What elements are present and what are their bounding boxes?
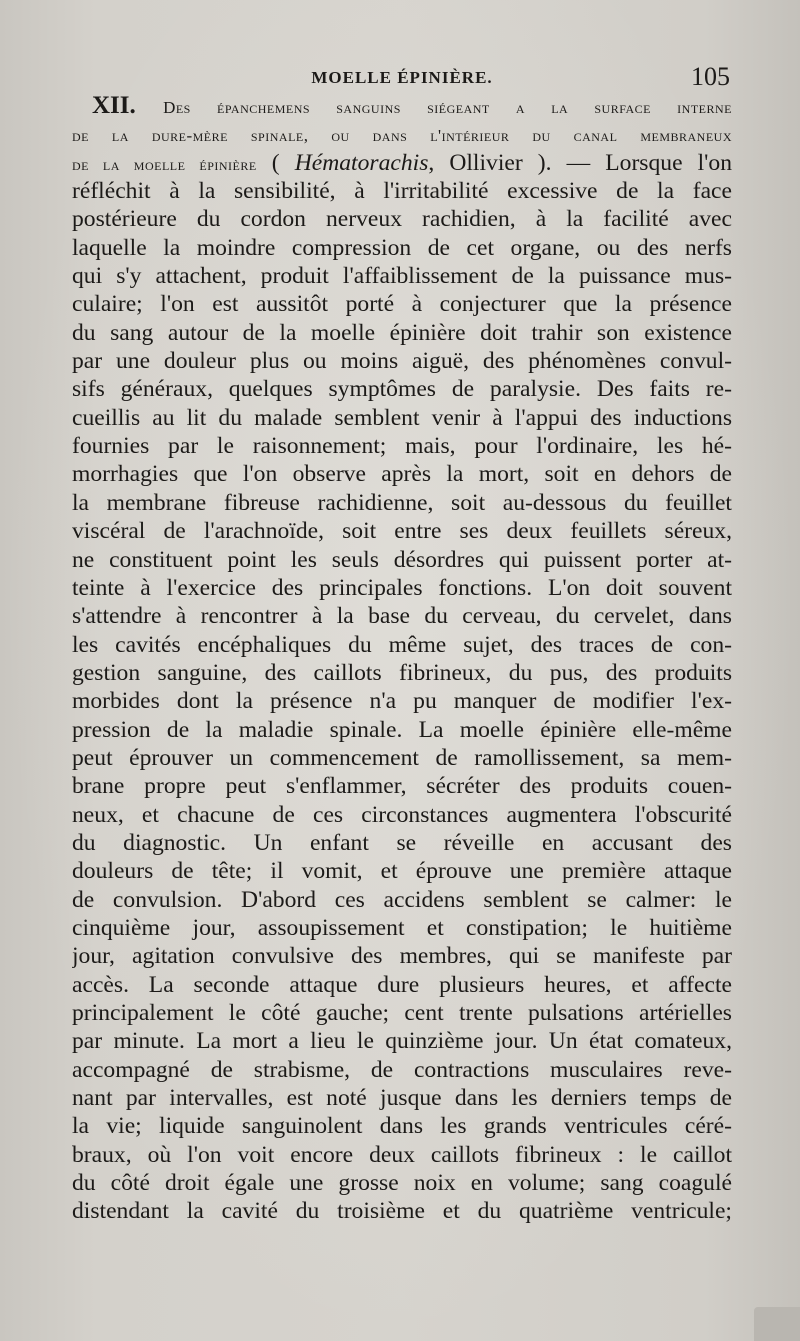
text-line: les cavités encéphaliques du même sujet, des traces de con- [72,631,732,658]
page-number: 105 [691,62,730,91]
section-number: XII. [92,92,136,119]
section-heading-part-3: de la moelle épinière [72,154,257,174]
text-line: peut éprouver un commencement de ramollissement, sa mem- [72,744,732,771]
text-line: teinte à l'exercice des principales fonctions. L'on doit souvent [72,574,732,601]
text-line: pression de la maladie spinale. La moelle épinière elle-même [72,716,732,743]
text-line: nant par intervalles, est noté jusque dans les derniers temps de [72,1085,732,1112]
section-heading-author: , Ollivier ). — Lorsque l'on [428,149,732,176]
section-heading-line-1 [72,92,732,120]
text-line: culaire; l'on est aussitôt porté à conjecturer que la présence [72,291,732,318]
text-line: ne constituent point les seuls désordres qui puissent porter at- [72,546,732,573]
text-line: brane propre peut s'enflammer, sécréter des produits couen- [72,773,732,800]
text-line: la membrane fibreuse rachidienne, soit au-dessous du feuillet [72,489,732,516]
text-line: gestion sanguine, des caillots fibrineux, du pus, des produits [72,659,732,686]
text-line: cueillis au lit du malade semblent venir à l'appui des inductions [72,404,732,431]
text-line: douleurs de tête; il vomit, et éprouve une première attaque [72,858,732,885]
text-line: du diagnostic. Un enfant se réveille en accusant des [72,829,732,856]
text-line: la vie; liquide sanguinolent dans les grands ventricules céré- [72,1113,732,1140]
text-line: morrhagies que l'on observe après la mort, soit en dehors de [72,461,732,488]
text-line: réfléchit à la sensibilité, à l'irritabilité excessive de la face [72,178,732,205]
text-line: jour, agitation convulsive des membres, qui se manifeste par [72,943,732,970]
text-line: fournies par le raisonnement; mais, pour l'ordinaire, les hé- [72,433,732,460]
text-line: accès. La seconde attaque dure plusieurs heures, et affecte [72,971,732,998]
text-line: du côté droit égale une grosse noix en volume; sang coagulé [72,1170,732,1197]
text-line: braux, où l'on voit encore deux caillots fibrineux : le caillot [72,1141,732,1168]
text-line: laquelle la moindre compression de cet organe, ou des nerfs [72,234,732,261]
section-heading-part-2: de la dure-mère spinale, ou dans l'intérieur du canal membraneux [72,126,732,146]
text-line: distendant la cavité du troisième et du quatrième ventricule; [72,1198,732,1225]
body-text [72,92,732,1226]
text-line: accompagné de strabisme, de contractions musculaires reve- [72,1056,732,1083]
section-heading-italic: Hématorachis [294,149,429,176]
text-line: principalement le côté gauche; cent trente pulsations artérielles [72,1000,732,1026]
running-head [72,62,732,96]
text-line: postérieure du cordon nerveux rachidien, à la facilité avec [72,206,732,233]
text-line: de convulsion. D'abord ces accidens semblent se calmer: le [72,886,732,913]
text-line: qui s'y attachent, produit l'affaiblissement de la puissance mus- [72,263,732,290]
text-line: s'attendre à rencontrer à la base du cerveau, du cervelet, dans [72,603,732,630]
section-heading-line-3: de la moelle épinière ( Hématorachis, Ollivier ). — Lorsque l'on [72,149,732,176]
text-line: par minute. La mort a lieu le quinzième jour. Un état comateux, [72,1028,732,1055]
text-line: par une douleur plus ou moins aiguë, des phénomènes convul- [72,348,732,375]
text-line: neux, et chacune de ces circonstances augmentera l'obscurité [72,801,732,828]
text-line: du sang autour de la moelle épinière doit trahir son existence [72,319,732,346]
text-line: viscéral de l'arachnoïde, soit entre ses deux feuillets séreux, [72,518,732,545]
text-line: sifs généraux, quelques symptômes de paralysie. Des faits re- [72,376,732,403]
section-heading-line-2 [72,120,732,148]
text-line: morbides dont la présence n'a pu manquer de modifier l'ex- [72,688,732,715]
page-corner-tear [754,1307,800,1341]
text-line: cinquième jour, assoupissement et constipation; le huitième [72,914,732,941]
section-heading-part-1: Des épanchemens sanguins siégeant a la surface interne [163,98,732,117]
running-title: MOELLE ÉPINIÈRE. [311,68,493,87]
